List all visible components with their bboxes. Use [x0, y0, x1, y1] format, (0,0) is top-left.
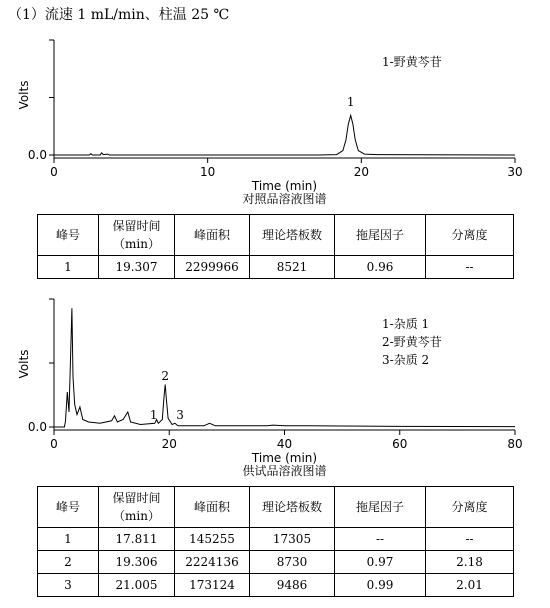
header-resolution: 分离度 [426, 215, 514, 256]
x-tick-label: 0 [50, 165, 58, 179]
header-peak-number: 峰号 [38, 215, 99, 256]
table-cell: 1 [38, 528, 99, 551]
chromatogram-trace [54, 115, 515, 155]
table-cell: 2299966 [175, 256, 250, 279]
table-cell: 2.18 [426, 551, 514, 574]
x-tick-label: 10 [200, 165, 216, 179]
table-cell: 3 [38, 574, 99, 597]
legend-entry: 2-野黄芩苷 [382, 335, 442, 349]
legend-entry: 1-野黄芩苷 [382, 55, 442, 69]
table-cell: 21.005 [99, 574, 175, 597]
page-heading: （1）流速 1 mL/min、柱温 25 ℃ [8, 7, 230, 23]
table-row [38, 528, 514, 551]
peak-label: 3 [176, 408, 184, 422]
table-cell: -- [335, 528, 426, 551]
header-tailing-factor: 拖尾因子 [335, 215, 426, 256]
x-tick-label: 30 [507, 165, 523, 179]
peak-label: 2 [161, 369, 170, 383]
x-tick-label: 40 [276, 437, 293, 451]
x-axis-label: Time (min) [251, 179, 318, 193]
x-tick-label: 80 [507, 437, 523, 451]
table-cell: 1 [38, 256, 99, 279]
y-axis-label: Volts [17, 349, 31, 379]
header-retention-time: 保留时间 （min） [99, 215, 175, 256]
table-cell: 0.97 [335, 551, 426, 574]
table-cell: 0.99 [335, 574, 426, 597]
legend-entry: 3-杂质 2 [382, 353, 430, 367]
x-tick-label: 20 [353, 165, 369, 179]
peak-label: 1 [346, 95, 355, 109]
chart-caption: 对照品溶液图谱 [242, 192, 327, 206]
table-cell: 17305 [250, 528, 335, 551]
table-cell: 0.96 [335, 256, 426, 279]
table-cell: 2 [38, 551, 99, 574]
x-tick-label: 60 [392, 437, 408, 451]
header-theoretical-plates: 理论塔板数 [250, 215, 335, 256]
x-axis-label: Time (min) [251, 451, 318, 465]
chromatogram-trace [54, 308, 515, 427]
sample-chromatogram [0, 285, 550, 485]
table-cell: 8730 [250, 551, 335, 574]
table-cell: 2224136 [175, 551, 250, 574]
table-cell: 17.811 [99, 528, 175, 551]
reference-peak-table [37, 214, 514, 279]
x-tick-label: 20 [161, 437, 177, 451]
y-tick-label: 0.0 [27, 420, 47, 434]
table-cell: 8521 [250, 256, 335, 279]
table-cell: -- [426, 256, 514, 279]
reference-chromatogram [0, 0, 550, 215]
header-theoretical-plates: 理论塔板数 [250, 487, 335, 528]
sample-peak-table [37, 486, 514, 597]
table-row [38, 574, 514, 597]
header-peak-number: 峰号 [38, 487, 99, 528]
table-cell: 173124 [175, 574, 250, 597]
y-axis-label: Volts [17, 80, 31, 110]
header-tailing-factor: 拖尾因子 [335, 487, 426, 528]
table-row [38, 551, 514, 574]
table-cell: -- [426, 528, 514, 551]
table-cell: 9486 [250, 574, 335, 597]
header-peak-area: 峰面积 [175, 487, 250, 528]
peak-label: 1 [149, 408, 158, 422]
chart-caption: 供试品溶液图谱 [242, 464, 327, 478]
table-cell: 19.306 [99, 551, 175, 574]
table-header-row [38, 487, 514, 528]
table-row [38, 256, 514, 279]
y-tick-label: 0.0 [27, 148, 47, 162]
header-retention-time: 保留时间 （min） [99, 487, 175, 528]
x-tick-label: 0 [50, 437, 58, 451]
table-cell: 2.01 [426, 574, 514, 597]
table-cell: 19.307 [99, 256, 175, 279]
header-resolution: 分离度 [426, 487, 514, 528]
table-cell: 145255 [175, 528, 250, 551]
legend-entry: 1-杂质 1 [382, 317, 430, 331]
header-peak-area: 峰面积 [175, 215, 250, 256]
table-header-row [38, 215, 514, 256]
